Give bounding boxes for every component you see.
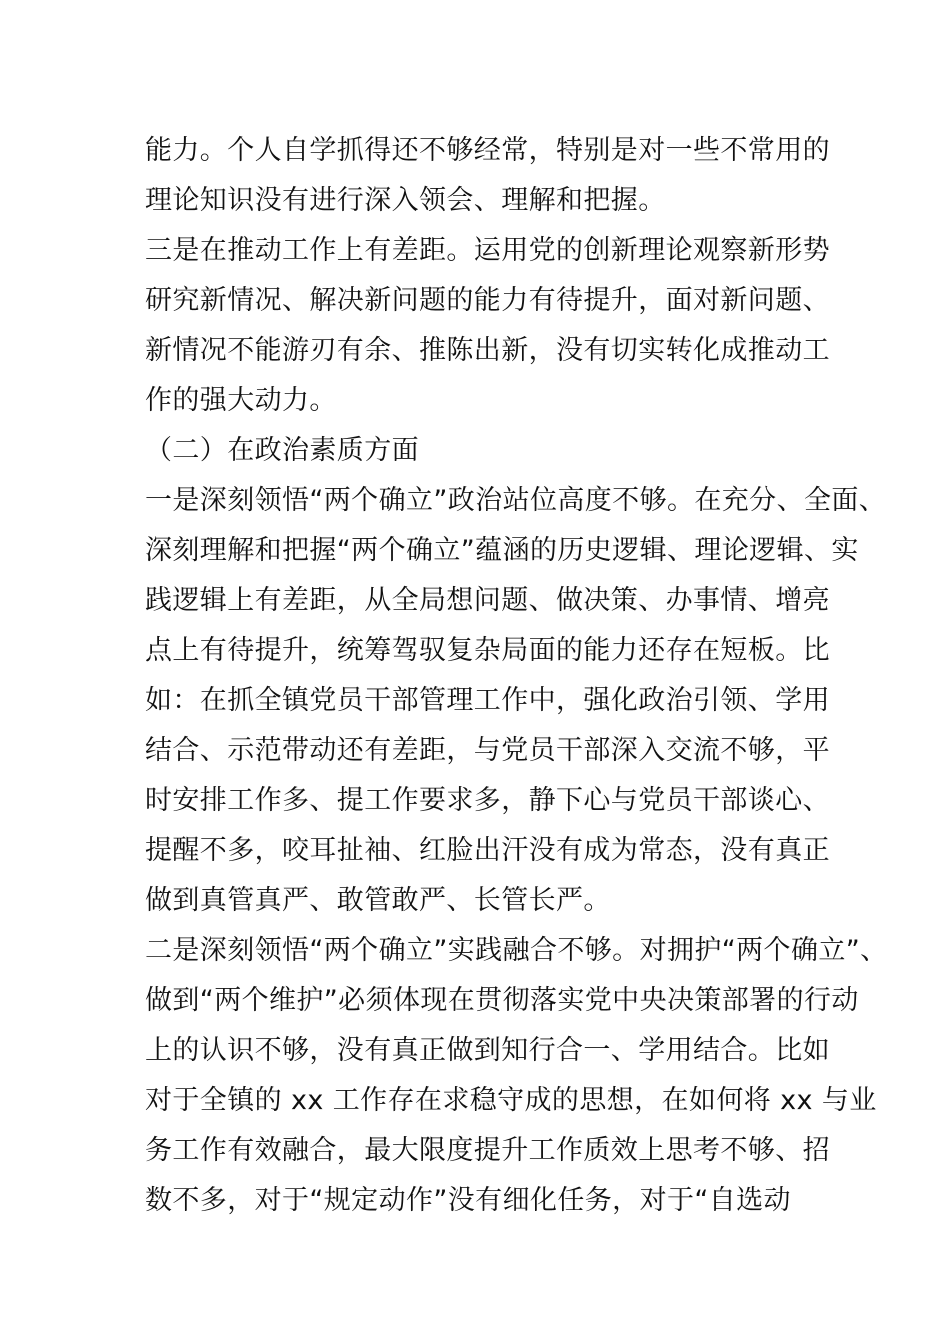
text-line: 能力。个人自学抓得还不够经常，特别是对一些不常用的 [145,135,830,166]
text-line: 二是深刻领悟“两个确立”实践融合不够。对拥护“两个确立”、 [145,935,888,966]
text-line: 践逻辑上有差距，从全局想问题、做决策、办事情、增亮 [145,585,830,616]
text-line: 三是在推动工作上有差距。运用党的创新理论观察新形势 [145,235,830,266]
text-line: 点上有待提升，统筹驾驭复杂局面的能力还存在短板。比 [145,635,830,666]
text-line: 务工作有效融合，最大限度提升工作质效上思考不够、招 [145,1135,830,1166]
text-line: 提醒不多，咬耳扯袖、红脸出汗没有成为常态，没有真正 [145,835,830,866]
text-line: 结合、示范带动还有差距，与党员干部深入交流不够，平 [145,735,830,766]
text-line: 如：在抓全镇党员干部管理工作中，强化政治引领、学用 [145,685,830,716]
text-line: 做到“两个维护”必须体现在贯彻落实党中央决策部署的行动 [145,985,859,1016]
text-line: 上的认识不够，没有真正做到知行合一、学用结合。比如 [145,1035,830,1066]
text-line: 对于全镇的 xx 工作存在求稳守成的思想，在如何将 xx 与业 [145,1085,877,1116]
text-line: 数不多，对于“规定动作”没有细化任务，对于“自选动 [145,1185,791,1216]
text-line: 理论知识没有进行深入领会、理解和把握。 [145,185,666,216]
section-heading: （二）在政治素质方面 [145,435,419,466]
text-line: 做到真管真严、敢管敢严、长管长严。 [145,885,611,916]
document-body [145,126,888,1226]
text-line: 作的强大动力。 [145,385,337,416]
text-line: 一是深刻领悟“两个确立”政治站位高度不够。在充分、全面、 [145,485,887,516]
text-line: 时安排工作多、提工作要求多，静下心与党员干部谈心、 [145,785,830,816]
text-line: 深刻理解和把握“两个确立”蕴涵的历史逻辑、理论逻辑、实 [145,535,859,566]
text-line: 研究新情况、解决新问题的能力有待提升，面对新问题、 [145,285,830,316]
text-line: 新情况不能游刃有余、推陈出新，没有切实转化成推动工 [145,335,830,366]
